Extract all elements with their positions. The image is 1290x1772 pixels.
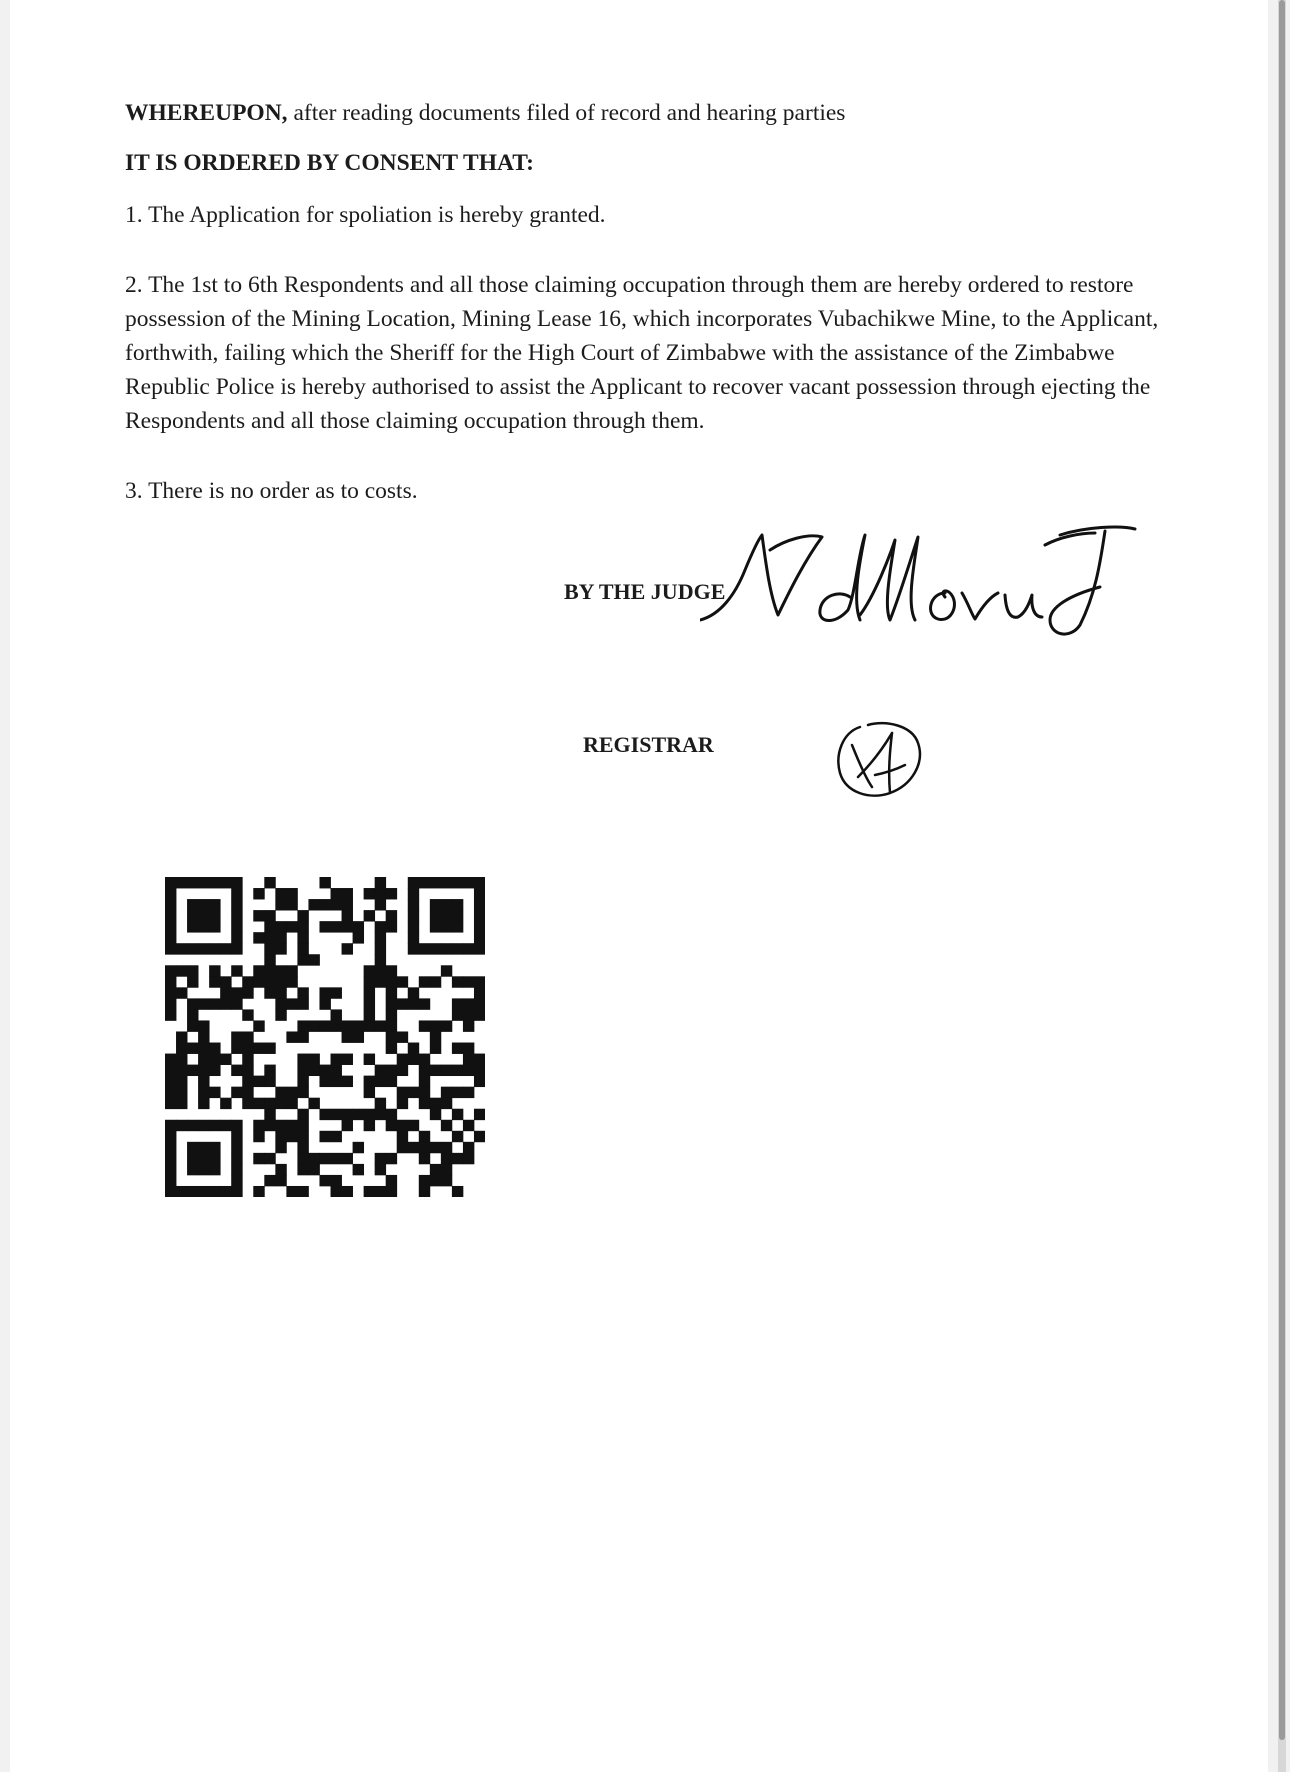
preamble-text: after reading documents filed of record and hearing parties (293, 100, 846, 126)
scrollbar-thumb[interactable] (1279, 0, 1285, 1740)
registrar-stamp-icon (830, 715, 930, 805)
registrar-label: REGISTRAR (583, 732, 714, 757)
scrollbar[interactable] (1278, 0, 1286, 1772)
qr-code-icon (165, 877, 485, 1202)
order-heading: IT IS ORDERED BY CONSENT THAT: (125, 150, 534, 176)
document-page (10, 0, 1268, 1772)
order-item-2: 2. The 1st to 6th Respondents and all those claiming occupation through them are hereby ordered to restore possession of the Mining Location, Mining Lease 16, which incorporates Vubachikwe Mine, to the Applicant, forthwith, failing which the Sheriff for the High Court of Zimbabwe with the assistance of the Zimbabwe Republic Police is hereby authorised to assist the Applicant to recover vacant possession through ejecting the Respondents and all those claiming occupation through them. (125, 272, 1159, 434)
preamble-bold: WHEREUPON, (125, 100, 288, 126)
order-item-1: 1. The Application for spoliation is hereby granted. (125, 202, 606, 228)
judge-signature (700, 515, 1200, 645)
preamble (125, 96, 845, 130)
by-the-judge-label: BY THE JUDGE (564, 579, 726, 604)
order-item-3: 3. There is no order as to costs. (125, 478, 418, 504)
